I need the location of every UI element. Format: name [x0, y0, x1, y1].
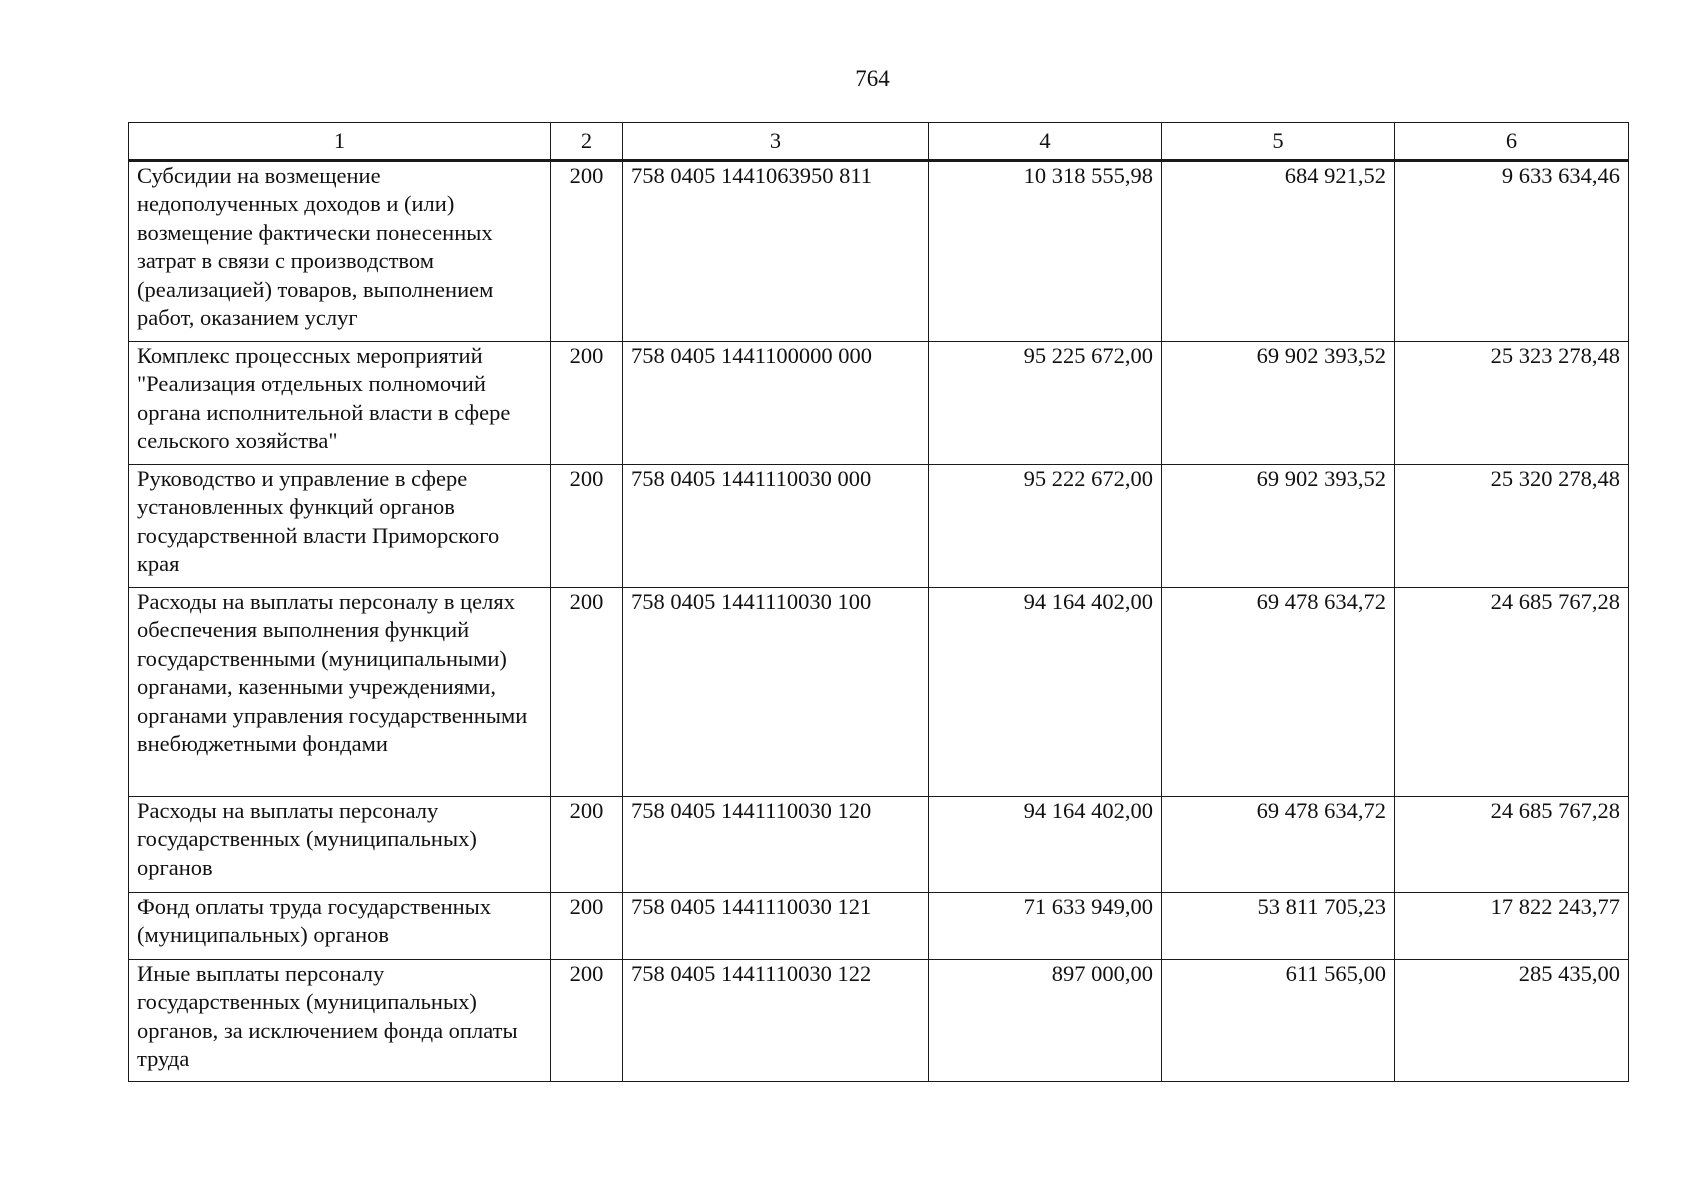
header-row: [129, 123, 1629, 161]
column-header-6: 6: [1395, 123, 1629, 161]
row-approved-cell: 71 633 949,00: [929, 893, 1162, 960]
row-remaining-cell: 9 633 634,46: [1395, 161, 1629, 342]
page-number: 764: [855, 66, 890, 91]
row-kind-cell: 200: [551, 797, 623, 893]
row-kind-cell: 200: [551, 465, 623, 588]
row-name-cell: Иные выплаты персоналу государственных (муниципальных) органов, за исключением фонда оплаты труда: [129, 960, 551, 1082]
table-row: [129, 960, 1629, 1082]
row-executed-cell: 69 902 393,52: [1162, 342, 1395, 465]
row-remaining-cell: 25 320 278,48: [1395, 465, 1629, 588]
column-header-1: 1: [129, 123, 551, 161]
table-row: [129, 797, 1629, 893]
row-kind-cell: 200: [551, 960, 623, 1082]
row-approved-cell: 95 225 672,00: [929, 342, 1162, 465]
column-header-2: 2: [551, 123, 623, 161]
row-remaining-cell: 25 323 278,48: [1395, 342, 1629, 465]
row-code-cell: 758 0405 1441110030 122: [623, 960, 929, 1082]
row-approved-cell: 897 000,00: [929, 960, 1162, 1082]
row-kind-cell: 200: [551, 588, 623, 797]
table-row: [129, 465, 1629, 588]
table-row: [129, 893, 1629, 960]
table-row: [129, 342, 1629, 465]
row-remaining-cell: 24 685 767,28: [1395, 588, 1629, 797]
column-header-3: 3: [623, 123, 929, 161]
table-row: [129, 588, 1629, 797]
row-kind-cell: 200: [551, 161, 623, 342]
row-name-cell: Субсидии на возмещение недополученных доходов и (или) возмещение фактически понесенных затрат в связи с производством (реализацией) товаров, выполнением работ, оказанием услуг: [129, 161, 551, 342]
row-remaining-cell: 24 685 767,28: [1395, 797, 1629, 893]
row-approved-cell: 10 318 555,98: [929, 161, 1162, 342]
row-name-cell: Расходы на выплаты персоналу в целях обеспечения выполнения функций государственными (муниципальными) органами, казенными учреждениями, органами управления государственными внебюджетными фондами: [129, 588, 551, 797]
row-approved-cell: 94 164 402,00: [929, 588, 1162, 797]
row-code-cell: 758 0405 1441110030 100: [623, 588, 929, 797]
row-name-cell: Комплекс процессных мероприятий "Реализация отдельных полномочий органа исполнительной власти в сфере сельского хозяйства": [129, 342, 551, 465]
row-executed-cell: 69 902 393,52: [1162, 465, 1395, 588]
row-kind-cell: 200: [551, 342, 623, 465]
row-code-cell: 758 0405 1441110030 120: [623, 797, 929, 893]
row-approved-cell: 95 222 672,00: [929, 465, 1162, 588]
table-row: [129, 161, 1629, 342]
column-header-4: 4: [929, 123, 1162, 161]
row-executed-cell: 69 478 634,72: [1162, 797, 1395, 893]
budget-execution-table: [128, 122, 1629, 1082]
row-executed-cell: 684 921,52: [1162, 161, 1395, 342]
row-name-cell: Руководство и управление в сфере установленных функций органов государственной власти Приморского края: [129, 465, 551, 588]
row-executed-cell: 69 478 634,72: [1162, 588, 1395, 797]
row-remaining-cell: 285 435,00: [1395, 960, 1629, 1082]
row-executed-cell: 611 565,00: [1162, 960, 1395, 1082]
row-executed-cell: 53 811 705,23: [1162, 893, 1395, 960]
column-header-5: 5: [1162, 123, 1395, 161]
row-code-cell: 758 0405 1441110030 000: [623, 465, 929, 588]
row-name-cell: Фонд оплаты труда государственных (муниципальных) органов: [129, 893, 551, 960]
row-code-cell: 758 0405 1441100000 000: [623, 342, 929, 465]
row-approved-cell: 94 164 402,00: [929, 797, 1162, 893]
row-code-cell: 758 0405 1441110030 121: [623, 893, 929, 960]
row-code-cell: 758 0405 1441063950 811: [623, 161, 929, 342]
row-remaining-cell: 17 822 243,77: [1395, 893, 1629, 960]
row-name-cell: Расходы на выплаты персоналу государственных (муниципальных) органов: [129, 797, 551, 893]
row-kind-cell: 200: [551, 893, 623, 960]
